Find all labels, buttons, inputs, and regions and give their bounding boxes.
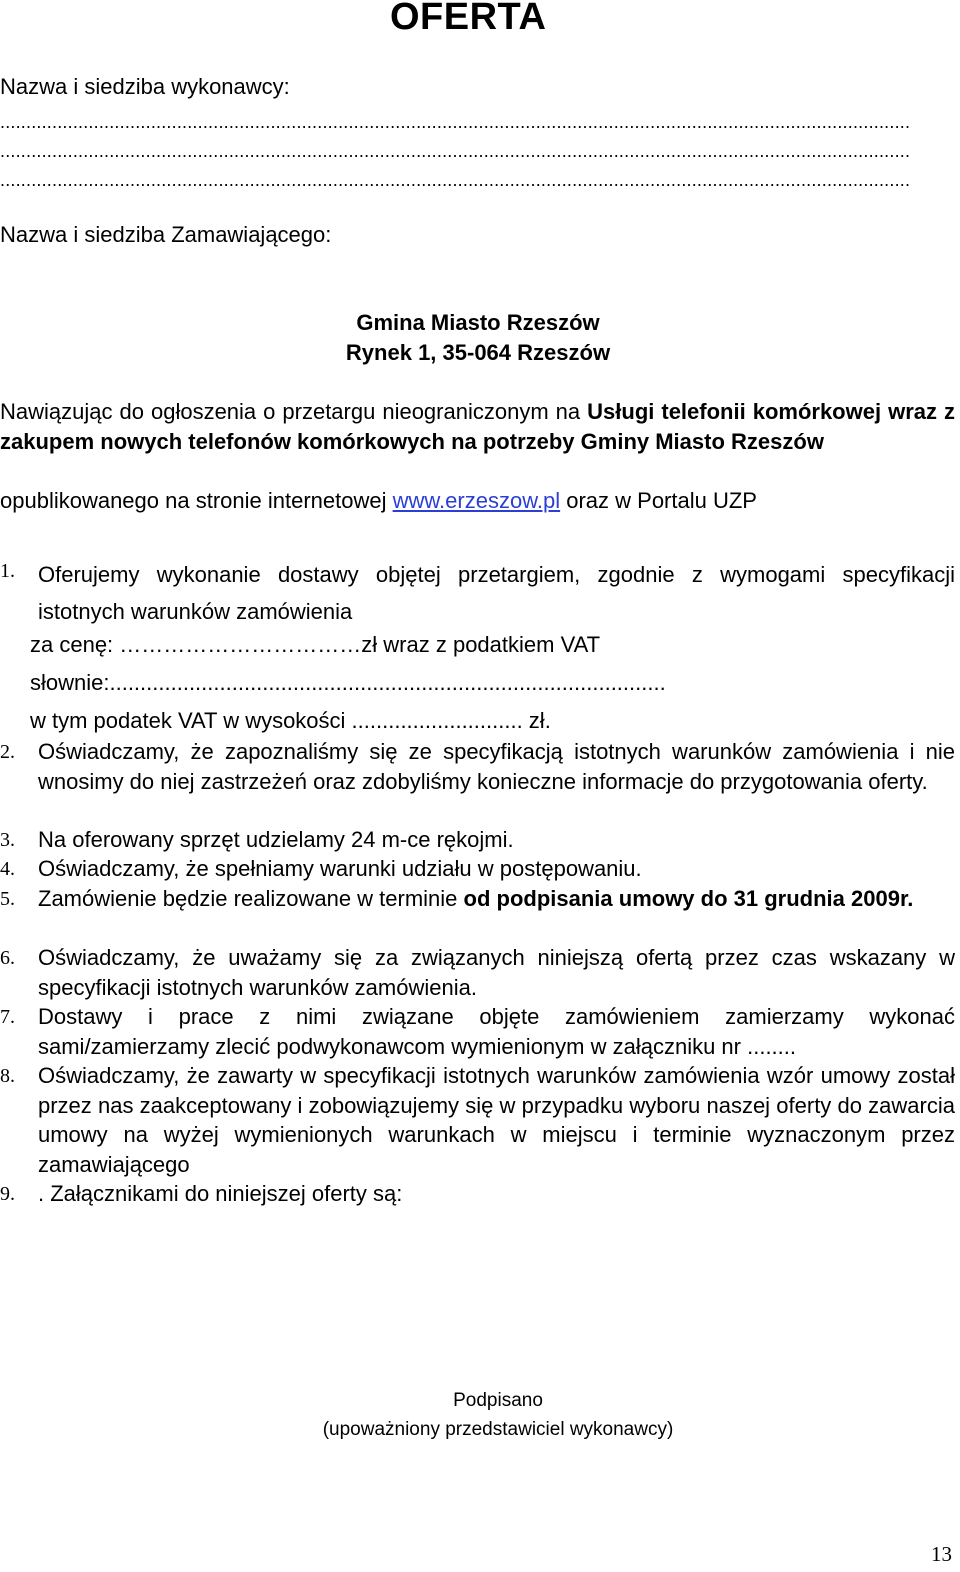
item-number: 8.	[0, 1065, 15, 1087]
contractor-dots-line-2: ...............................................................................................................................................................................	[0, 141, 911, 161]
item-text: Dostawy i prace z nimi związane objęte zamówieniem zamierzamy wykonać sami/zamierzamy zlecić podwykonawcom wymienionym w załączniku nr ........	[38, 1004, 955, 1059]
contractor-label: Nazwa i siedziba wykonawcy:	[0, 74, 290, 99]
item-text-regular: Zamówienie będzie realizowane w terminie	[38, 886, 464, 911]
item-number: 9.	[0, 1183, 15, 1205]
page-number: 13	[931, 1542, 952, 1566]
vat-amount-line: w tym podatek VAT w wysokości ............................ zł.	[30, 708, 551, 733]
signature-label: Podpisano	[453, 1390, 543, 1411]
item-number: 6.	[0, 947, 15, 969]
document-title: OFERTA	[390, 0, 547, 38]
price-line: za cenę: ……………………………zł wraz z podatkiem VAT	[30, 632, 601, 657]
contractor-dots-line-1: ...............................................................................................................................................................................	[0, 112, 911, 132]
signature-caption: (upoważniony przedstawiciel wykonawcy)	[322, 1419, 674, 1440]
item-text: Oświadczamy, że uważamy się za związanych niniejszą ofertą przez czas wskazany w specyfikacji istotnych warunków zamówienia.	[38, 945, 955, 1000]
intro-paragraph	[0, 397, 955, 457]
intro-suffix: oraz w Portalu UZP	[560, 488, 757, 513]
item-text	[38, 884, 955, 914]
item-number: 5.	[0, 888, 15, 910]
client-name: Gmina Miasto Rzeszów	[356, 310, 600, 335]
item-text: Na oferowany sprzęt udzielamy 24 m-ce rękojmi.	[38, 827, 514, 852]
item-text: Oświadczamy, że zawarty w specyfikacji istotnych warunków zamówienia wzór umowy został przez nas zaakceptowany i zobowiązujemy się w przypadku wyboru naszej oferty do zawarcia umowy na wyżej wymienionych warunkach w miejscu i terminie wyznaczonym przez zamawiającego	[38, 1063, 955, 1177]
item-number: 4.	[0, 858, 15, 880]
contractor-dots-line-3: ...............................................................................................................................................................................	[0, 170, 911, 190]
intro-after-bold: opublikowanego na stronie internetowej	[0, 488, 393, 513]
client-label: Nazwa i siedziba Zamawiającego:	[0, 222, 332, 247]
intro-prefix: Nawiązując do ogłoszenia o przetargu nieograniczonym na	[0, 399, 588, 424]
client-address: Rynek 1, 35-064 Rzeszów	[345, 340, 611, 365]
item-number: 1.	[0, 560, 15, 582]
item-term-bold: od podpisania umowy do 31 grudnia 2009r.	[463, 886, 914, 911]
price-in-words-line: słownie:...........................................................................................	[30, 670, 666, 695]
intro-subject-bold: Usługi telefonii komórkowej wraz z zakupem nowych telefonów komórkowych na potrzeby Gminy Miasto Rzeszów	[0, 399, 955, 454]
intro-publication-line	[0, 488, 757, 514]
item-number: 7.	[0, 1006, 15, 1028]
item-number: 2.	[0, 741, 15, 763]
website-link[interactable]: www.erzeszow.pl	[392, 488, 561, 513]
item-text: Oświadczamy, że spełniamy warunki udziału w postępowaniu.	[38, 856, 642, 881]
item-text: . Załącznikami do niniejszej oferty są:	[38, 1181, 403, 1206]
item-text: Oświadczamy, że zapoznaliśmy się ze specyfikacją istotnych warunków zamówienia i nie wnosimy do niej zastrzeżeń oraz zdobyliśmy konieczne informacje do przygotowania oferty.	[38, 739, 955, 794]
item-text: Oferujemy wykonanie dostawy objętej przetargiem, zgodnie z wymogami specyfikacji istotnych warunków zamówienia	[38, 562, 955, 624]
item-number: 3.	[0, 829, 15, 851]
